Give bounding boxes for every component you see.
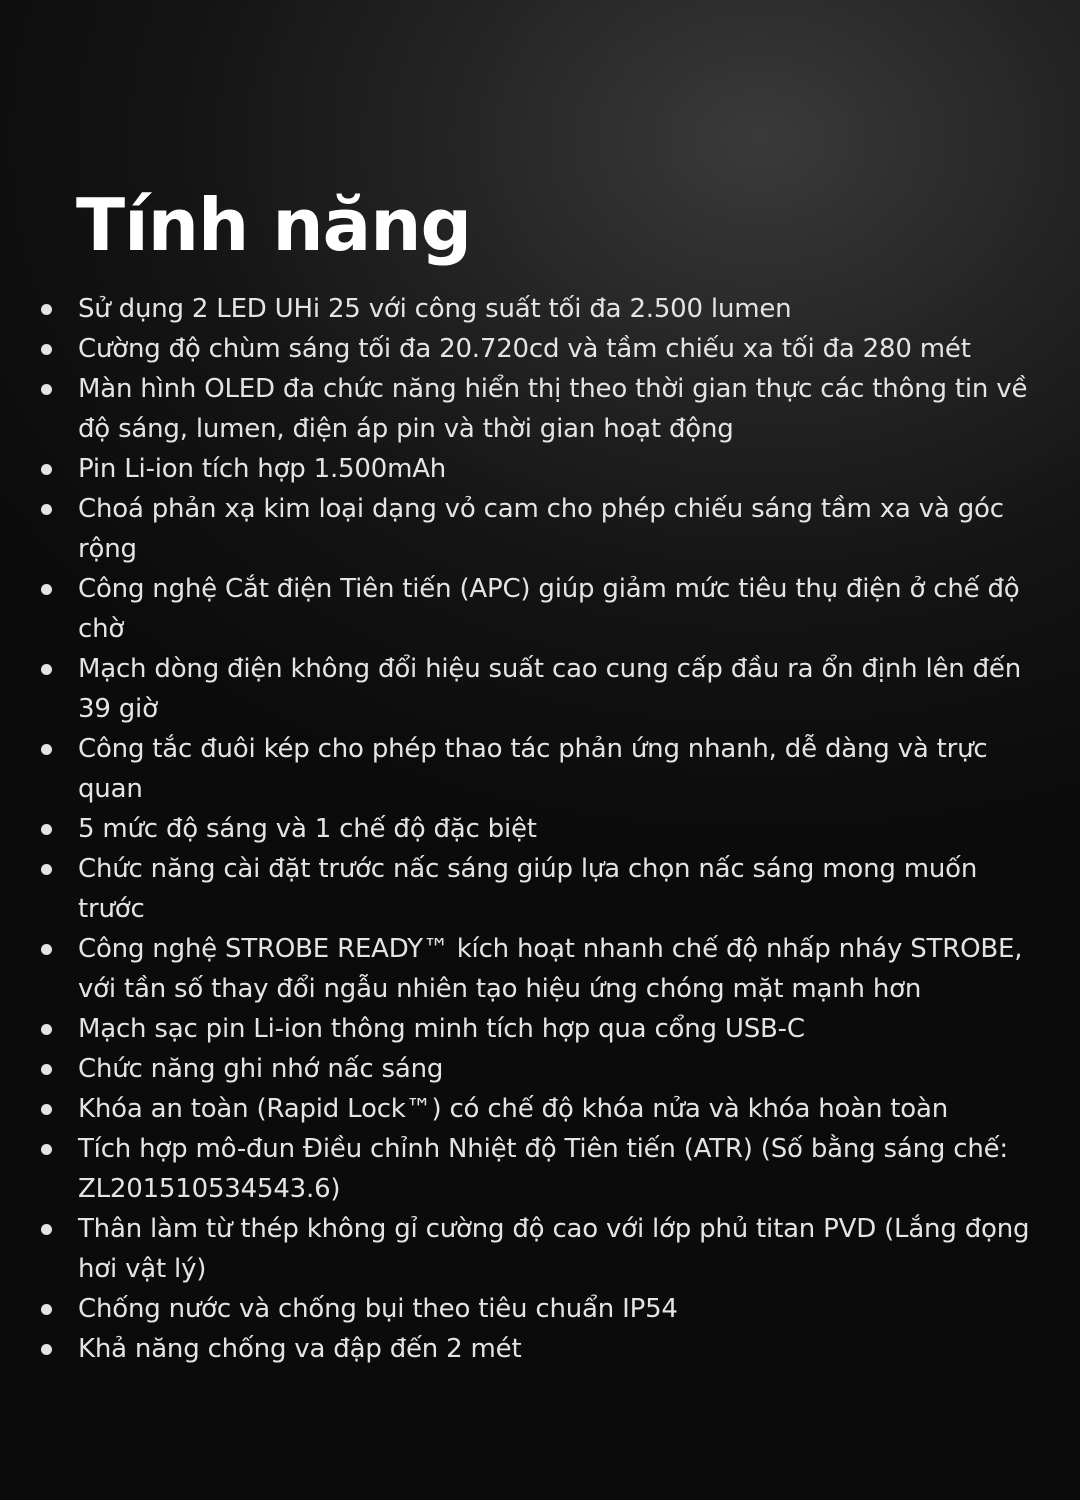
feature-item xyxy=(40,449,1050,489)
feature-text: Mạch sạc pin Li-ion thông minh tích hợp qua cổng USB-C xyxy=(78,1014,805,1044)
feature-item xyxy=(40,489,1050,569)
feature-text: Pin Li-ion tích hợp 1.500mAh xyxy=(78,454,447,484)
feature-item xyxy=(40,569,1050,649)
bullet-icon xyxy=(41,304,52,315)
bullet-icon xyxy=(41,1024,52,1035)
feature-text: Công nghệ Cắt điện Tiên tiến (APC) giúp giảm mức tiêu thụ điện ở chế độ chờ xyxy=(78,574,1020,644)
bullet-icon xyxy=(41,1344,52,1355)
bullet-icon xyxy=(41,824,52,835)
feature-text: Khả năng chống va đập đến 2 mét xyxy=(78,1334,522,1364)
feature-item xyxy=(40,1329,1050,1369)
feature-text: Chống nước và chống bụi theo tiêu chuẩn IP54 xyxy=(78,1294,678,1324)
feature-text: Màn hình OLED đa chức năng hiển thị theo thời gian thực các thông tin về độ sáng, lumen, điện áp pin và thời gian hoạt động xyxy=(78,374,1028,444)
feature-item xyxy=(40,849,1050,929)
feature-item xyxy=(40,809,1050,849)
bullet-icon xyxy=(41,944,52,955)
bullet-icon xyxy=(41,464,52,475)
bullet-icon xyxy=(41,1064,52,1075)
bullet-icon xyxy=(41,1224,52,1235)
feature-list xyxy=(40,289,1050,1369)
feature-text: Chức năng cài đặt trước nấc sáng giúp lựa chọn nấc sáng mong muốn trước xyxy=(78,854,978,924)
feature-item xyxy=(40,329,1050,369)
bullet-icon xyxy=(41,584,52,595)
feature-item xyxy=(40,1209,1050,1289)
bullet-icon xyxy=(41,344,52,355)
feature-item xyxy=(40,369,1050,449)
feature-item xyxy=(40,289,1050,329)
feature-item xyxy=(40,1089,1050,1129)
feature-text: Tích hợp mô-đun Điều chỉnh Nhiệt độ Tiên tiến (ATR) (Số bằng sáng chế: ZL201510534543.6) xyxy=(78,1134,1008,1204)
feature-text: Công nghệ STROBE READY™ kích hoạt nhanh chế độ nhấp nháy STROBE, với tần số thay đổi ngẫu nhiên tạo hiệu ứng chóng mặt mạnh hơn xyxy=(78,934,1023,1004)
bullet-icon xyxy=(41,744,52,755)
bullet-icon xyxy=(41,384,52,395)
feature-item xyxy=(40,649,1050,729)
feature-item xyxy=(40,929,1050,1009)
bullet-icon xyxy=(41,664,52,675)
feature-text: Chức năng ghi nhớ nấc sáng xyxy=(78,1054,444,1084)
feature-text: Công tắc đuôi kép cho phép thao tác phản ứng nhanh, dễ dàng và trực quan xyxy=(78,734,988,804)
bullet-icon xyxy=(41,1144,52,1155)
feature-text: Mạch dòng điện không đổi hiệu suất cao cung cấp đầu ra ổn định lên đến 39 giờ xyxy=(78,654,1021,724)
feature-text: Khóa an toàn (Rapid Lock™) có chế độ khóa nửa và khóa hoàn toàn xyxy=(78,1094,949,1124)
feature-item xyxy=(40,1009,1050,1049)
bullet-icon xyxy=(41,504,52,515)
bullet-icon xyxy=(41,1104,52,1115)
feature-item xyxy=(40,1289,1050,1329)
feature-text: 5 mức độ sáng và 1 chế độ đặc biệt xyxy=(78,814,537,844)
feature-item xyxy=(40,1049,1050,1089)
feature-text: Cường độ chùm sáng tối đa 20.720cd và tầm chiếu xa tối đa 280 mét xyxy=(78,334,971,364)
bullet-icon xyxy=(41,1304,52,1315)
feature-text: Thân làm từ thép không gỉ cường độ cao với lớp phủ titan PVD (Lắng đọng hơi vật lý) xyxy=(78,1214,1030,1284)
feature-text: Sử dụng 2 LED UHi 25 với công suất tối đa 2.500 lumen xyxy=(78,294,792,324)
feature-item xyxy=(40,729,1050,809)
page-title: Tính năng xyxy=(76,183,472,267)
feature-item xyxy=(40,1129,1050,1209)
bullet-icon xyxy=(41,864,52,875)
feature-text: Choá phản xạ kim loại dạng vỏ cam cho phép chiếu sáng tầm xa và góc rộng xyxy=(78,494,1004,564)
